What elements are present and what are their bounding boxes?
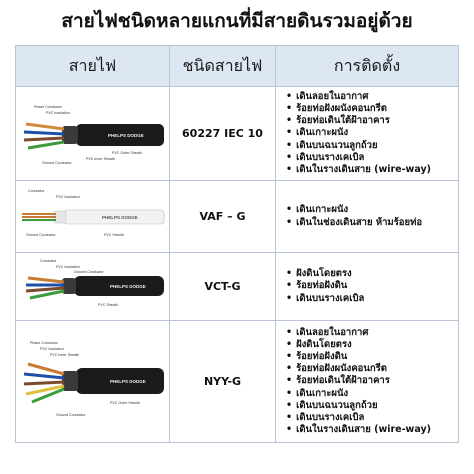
installation-item: • ร้อยท่อฝังผนังคอนกรีต: [286, 103, 458, 115]
installation-cell: [276, 181, 459, 253]
installation-item: • เดินบนฉนวนลูกถ้วย: [286, 400, 458, 412]
installation-item: • เดินเกาะผนัง: [286, 388, 458, 400]
installation-item: • ฝังดินโดยตรง: [286, 268, 458, 280]
cable-brand-label: PHELPS DODGE: [110, 283, 146, 289]
part-label: Phase Conductor: [30, 340, 58, 345]
cable-vaf-illustration: [16, 182, 168, 252]
part-label: PVC Insulation: [46, 110, 70, 115]
cable-image-vct: [16, 253, 170, 321]
cable-image-nyy: [16, 321, 170, 443]
installation-item: • เดินบนรางเคเบิล: [286, 152, 458, 164]
page-title: สายไฟชนิดหลายแกนที่มีสายดินรวมอยู่ด้วย: [61, 10, 413, 32]
part-label: PVC Insulation: [56, 264, 80, 269]
cable-brand-label: PHELPS DODGE: [108, 132, 144, 138]
cable-brand-label: PHELPS DODGE: [110, 378, 146, 384]
installation-item: • เดินบนรางเคเบิล: [286, 412, 458, 424]
part-label: Ground Conductor: [56, 412, 86, 417]
cable-brand-label: PHELPS DODGE: [102, 214, 138, 220]
installation-item: • เดินในรางเดินสาย (wire-way): [286, 424, 458, 436]
installation-item: • ร้อยท่อฝังดิน: [286, 280, 458, 292]
cable-type: VAF – G: [170, 181, 276, 253]
part-label: Conductor: [40, 258, 57, 263]
part-label: PVC Sheath: [104, 232, 124, 237]
installation-item: • เดินเกาะผนัง: [286, 204, 458, 216]
installation-item: • ร้อยท่อเดินใต้ฝ้าอาคาร: [286, 375, 458, 387]
installation-item: • เดินบนฉนวนลูกถ้วย: [286, 140, 458, 152]
cable-type: VCT-G: [170, 253, 276, 321]
part-label: Phase Conductor: [34, 104, 62, 109]
cable-type: NYY-G: [170, 321, 276, 443]
table-row: [16, 87, 459, 181]
part-label: Ground Conductor: [74, 269, 104, 274]
installation-item: • ฝังดินโดยตรง: [286, 339, 458, 351]
part-label: PVC Insulation: [40, 346, 64, 351]
header-cable: สายไฟ: [16, 46, 170, 87]
installation-list: [276, 204, 458, 228]
installation-item: • ร้อยท่อฝังดิน: [286, 351, 458, 363]
cable-vct-illustration: [16, 254, 168, 320]
header-installation: การติดตั้ง: [276, 46, 459, 87]
installation-item: • เดินบนรางเคเบิล: [286, 293, 458, 305]
part-label: PVC Insulation: [56, 194, 80, 199]
installation-item: • เดินเกาะผนัง: [286, 127, 458, 139]
part-label: PVC Sheath: [98, 302, 118, 307]
cable-60227-illustration: [16, 88, 168, 180]
installation-cell: [276, 253, 459, 321]
installation-item: • เดินลอยในอากาศ: [286, 327, 458, 339]
installation-item: • เดินในรางเดินสาย (wire-way): [286, 164, 458, 176]
part-label: PVC Inner Sheath: [86, 156, 115, 161]
cable-nyy-illustration: [16, 322, 168, 442]
part-label: PVC Outer Sheath: [110, 400, 140, 405]
header-type: ชนิดสายไฟ: [170, 46, 276, 87]
cable-table: [15, 45, 459, 443]
part-label: Conductor: [28, 188, 45, 193]
table-row: [16, 181, 459, 253]
cable-image-60227: [16, 87, 170, 181]
table-row: [16, 253, 459, 321]
installation-item: • ร้อยท่อฝังผนังคอนกรีต: [286, 363, 458, 375]
cable-type: 60227 IEC 10: [170, 87, 276, 181]
installation-item: • ร้อยท่อเดินใต้ฝ้าอาคาร: [286, 115, 458, 127]
part-label: PVC Inner Sheath: [50, 352, 79, 357]
cable-image-vaf: [16, 181, 170, 253]
installation-cell: [276, 321, 459, 443]
part-label: PVC Outer Sheath: [112, 150, 142, 155]
part-label: Ground Conductor: [26, 232, 56, 237]
table-header-row: [16, 46, 459, 87]
installation-cell: [276, 87, 459, 181]
part-label: Ground Conductor: [42, 160, 72, 165]
installation-list: [276, 91, 458, 176]
installation-item: • เดินในช่องเดินสาย ห้ามร้อยท่อ: [286, 217, 458, 229]
table-row: [16, 321, 459, 443]
installation-list: [276, 327, 458, 437]
installation-list: [276, 268, 458, 305]
installation-item: • เดินลอยในอากาศ: [286, 91, 458, 103]
